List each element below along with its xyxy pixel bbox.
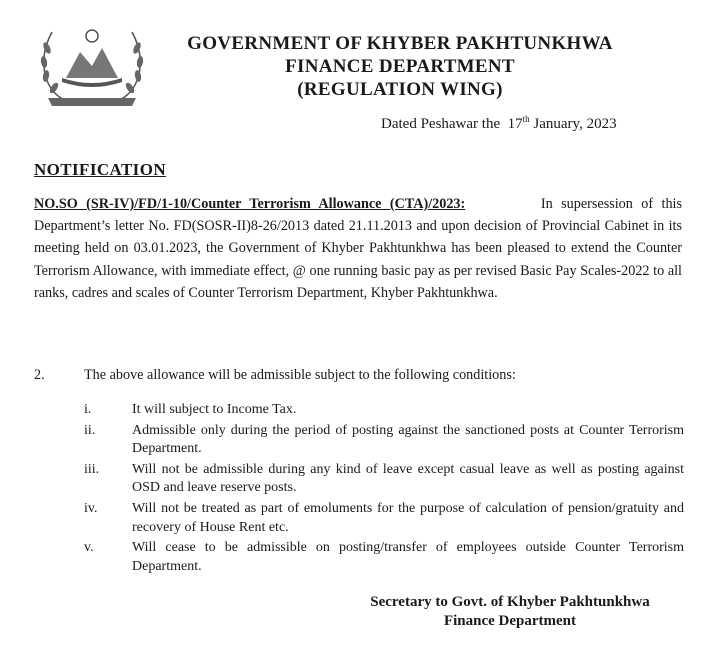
- conditions-list: [84, 401, 684, 578]
- condition-numeral: ii.: [84, 422, 96, 438]
- government-seal-icon: [34, 18, 150, 108]
- condition-text: It will subject to Income Tax.: [132, 402, 297, 417]
- condition-item: [84, 422, 684, 459]
- signatory-title: Secretary to Govt. of Khyber Pakhtunkhwa: [370, 594, 650, 610]
- condition-text: Will not be treated as part of emoluments for the purpose of calculation of pension/gratuity and recovery of House Rent etc.: [132, 500, 684, 535]
- condition-text: Will not be admissible during any kind of leave except casual leave as well as posting against OSD and leave reserve posts.: [132, 461, 684, 496]
- condition-item: [84, 539, 684, 576]
- condition-numeral: i.: [84, 402, 92, 417]
- wing-title: (REGULATION WING): [297, 79, 503, 100]
- date-month-year: January, 2023: [533, 116, 617, 132]
- department-title: FINANCE DEPARTMENT: [285, 56, 515, 77]
- condition-item: [84, 401, 684, 420]
- government-title: GOVERNMENT OF KHYBER PAKHTUNKHWA: [187, 33, 613, 54]
- condition-item: [84, 461, 684, 498]
- notification-reference: NO.SO (SR-IV)/FD/1-10/Counter Terrorism Allowance (CTA)/2023:: [34, 196, 466, 212]
- date-line: [381, 114, 617, 133]
- date-ordinal: th: [522, 114, 530, 124]
- signatory-department: Finance Department: [443, 613, 577, 629]
- notification-paragraph: [34, 193, 682, 304]
- date-prefix: Dated Peshawar the: [381, 116, 501, 132]
- notification-title: NOTIFICATION: [34, 160, 167, 179]
- condition-numeral: iv.: [84, 500, 98, 516]
- paragraph-text: The above allowance will be admissible subject to the following conditions:: [84, 367, 516, 383]
- condition-numeral: iii.: [84, 461, 100, 477]
- paragraph-number: 2.: [34, 367, 45, 383]
- condition-numeral: v.: [84, 540, 94, 556]
- condition-text: Admissible only during the period of posting against the sanctioned posts at Counter Terrorism Department.: [132, 422, 684, 457]
- condition-item: [84, 500, 684, 537]
- date-day: 17: [507, 116, 523, 132]
- notification-body: In supersession of this Department’s letter No. FD(SOSR-II)8-26/2013 dated 21.11.2013 and upon decision of Provincial Cabinet in its meeting held on 03.01.2023, the Government of Khyber Pakhtunkhwa has been pleased to extend the Counter Terrorism Allowance, with immediate effect, @ one running basic pay as per revised Basic Pay Scales-2022 to all ranks, cadres and scales of Counter Terrorism Department, Khyber Pakhtunkhwa.: [34, 196, 682, 301]
- condition-text: Will cease to be admissible on posting/transfer of employees outside Counter Terrorism Department.: [132, 540, 684, 574]
